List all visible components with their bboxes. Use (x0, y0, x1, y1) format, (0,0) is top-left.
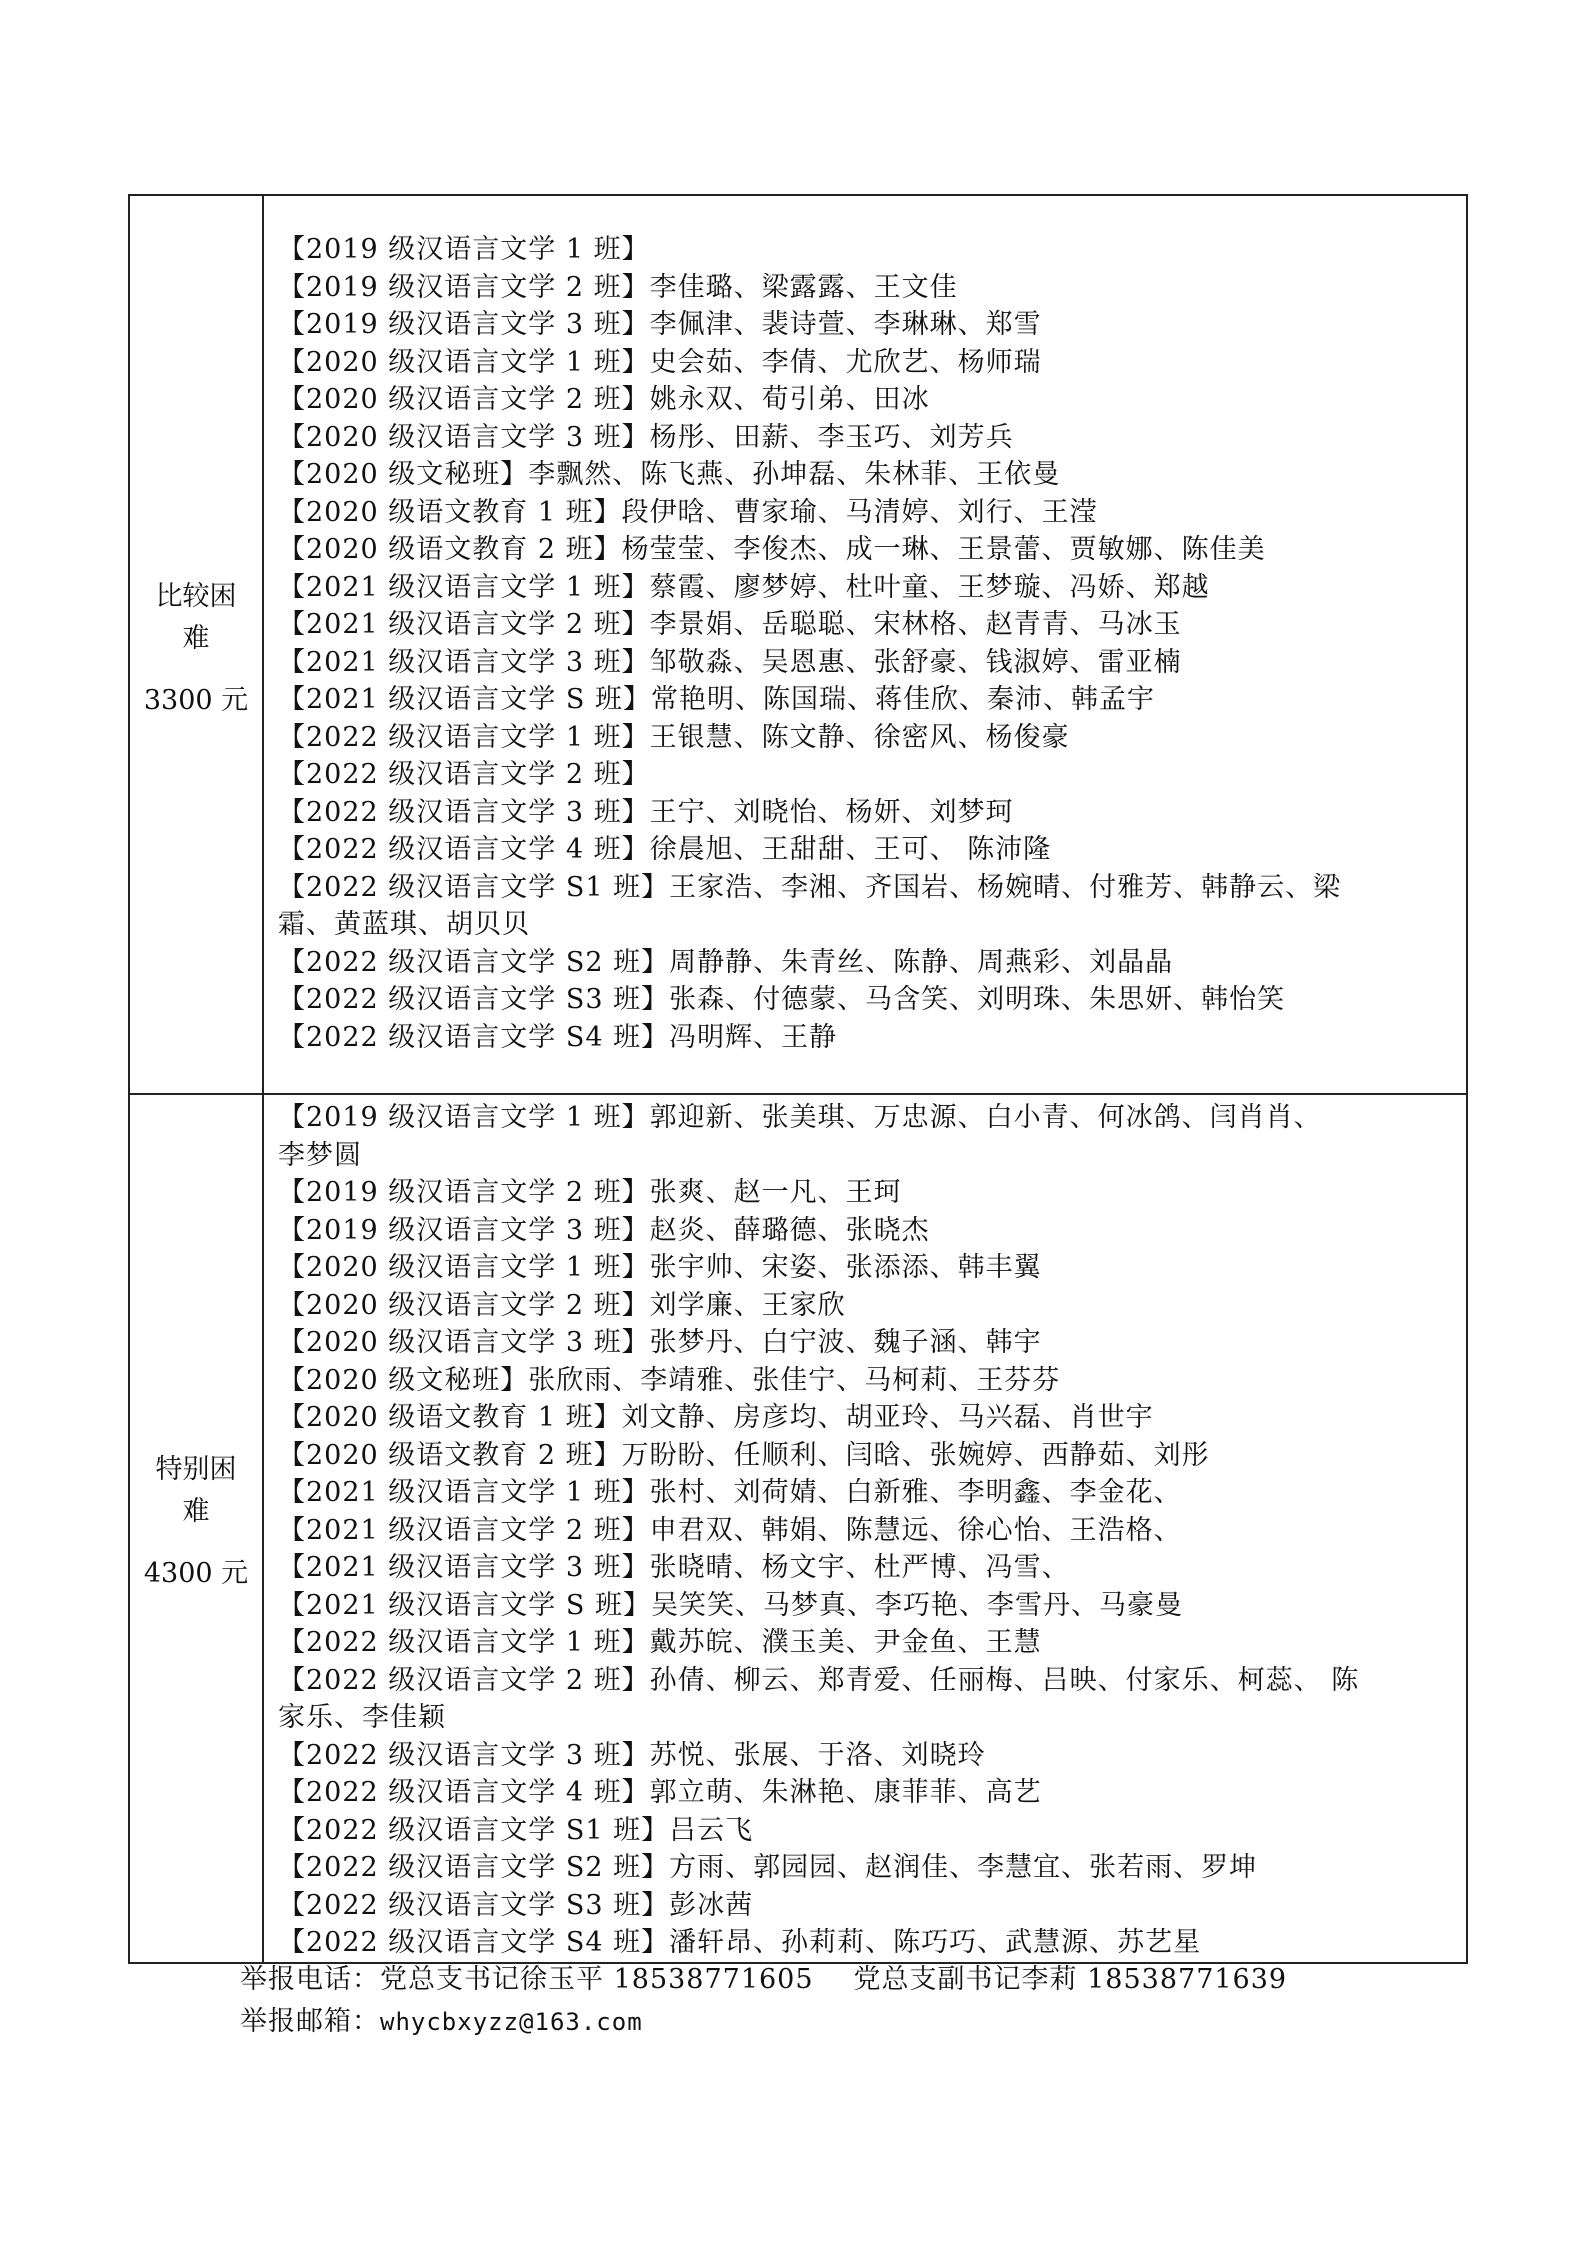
class-entry-line: 【2020 级汉语言文学 1 班】张宇帅、宋姿、张添添、韩丰翼 (278, 1252, 1042, 1283)
class-entry-line: 【2020 级汉语言文学 2 班】姚永双、荀引弟、田冰 (278, 384, 930, 415)
class-entry-line: 【2021 级汉语言文学 S 班】常艳明、陈国瑞、蒋佳欣、秦沛、韩孟宇 (278, 684, 1155, 715)
category-label-line: 比较困 (155, 581, 237, 612)
class-entry-line: 【2022 级汉语言文学 S1 班】吕云飞 (278, 1814, 754, 1846)
class-entry-line: 【2021 级汉语言文学 3 班】张晓晴、杨文宇、杜严博、冯雪、 (278, 1552, 1070, 1583)
class-entry-line: 【2022 级汉语言文学 3 班】王宁、刘晓怡、杨妍、刘梦珂 (278, 796, 1014, 828)
report-email-label: 举报邮箱： (240, 2006, 380, 2037)
class-entry-line: 【2019 级汉语言文学 3 班】赵炎、薛璐德、张晓杰 (278, 1214, 930, 1246)
class-entry-line: 【2020 级语文教育 1 班】刘文静、房彦均、胡亚玲、马兴磊、肖世宇 (278, 1402, 1154, 1433)
class-entry-line: 【2019 级汉语言文学 2 班】张爽、赵一凡、王珂 (278, 1177, 902, 1208)
report-contact-deputy: 党总支副书记李莉 18538771639 (853, 1964, 1288, 1995)
student-list (264, 196, 1466, 1056)
report-phone-label: 举报电话： (240, 1964, 380, 1995)
class-entry-line: 家乐、李佳颖 (278, 1702, 446, 1733)
class-entry-line: 【2022 级汉语言文学 S3 班】彭冰茜 (278, 1889, 754, 1921)
class-entry-line: 霜、黄蓝琪、胡贝贝 (278, 909, 530, 940)
category-cell (129, 1094, 263, 1963)
class-entry-line: 【2021 级汉语言文学 S 班】吴笑笑、马梦真、李巧艳、李雪丹、马豪曼 (278, 1589, 1183, 1621)
student-list-cell (263, 1094, 1467, 1963)
class-entry-line: 【2019 级汉语言文学 1 班】郭迎新、张美琪、万忠源、白小青、何冰鸽、闫肖肖、 (278, 1102, 1322, 1133)
class-entry-line: 【2022 级汉语言文学 S4 班】潘轩昂、孙莉莉、陈巧巧、武慧源、苏艺星 (278, 1927, 1202, 1958)
class-entry-line: 【2019 级汉语言文学 3 班】李佩津、裴诗萱、李琳琳、郑雪 (278, 309, 1042, 340)
student-list-cell (263, 195, 1467, 1094)
class-entry-line: 【2022 级汉语言文学 S4 班】冯明辉、王静 (278, 1021, 838, 1053)
class-entry-line: 【2022 级汉语言文学 3 班】苏悦、张展、于洛、刘晓玲 (278, 1739, 986, 1771)
class-entry-line: 【2022 级汉语言文学 2 班】孙倩、柳云、郑青爱、任丽梅、吕映、付家乐、柯蕊、 陈 (278, 1664, 1360, 1696)
class-entry-line: 【2021 级汉语言文学 2 班】李景娟、岳聪聪、宋林格、赵青青、马冰玉 (278, 609, 1182, 640)
class-entry-line: 【2022 级汉语言文学 S1 班】王家浩、李湘、齐国岩、杨婉晴、付雅芳、韩静云、梁 (278, 871, 1342, 903)
class-entry-line: 【2020 级汉语言文学 3 班】张梦丹、白宁波、魏子涵、韩宇 (278, 1327, 1042, 1358)
class-entry-line: 【2020 级汉语言文学 2 班】刘学廉、王家欣 (278, 1289, 846, 1321)
class-entry-line: 【2021 级汉语言文学 1 班】张村、刘荷婧、白新雅、李明鑫、李金花、 (278, 1477, 1182, 1508)
report-email[interactable]: whycbxyzz@163.com (380, 2008, 643, 2036)
report-phone-line (240, 1962, 1287, 1998)
class-entry-line: 【2022 级汉语言文学 S2 班】周静静、朱青丝、陈静、周燕彩、刘晶晶 (278, 946, 1174, 978)
class-entry-line: 【2022 级汉语言文学 S3 班】张森、付德蒙、马含笑、刘明珠、朱思妍、韩怡笑 (278, 984, 1286, 1015)
class-entry-line: 【2020 级文秘班】李飘然、陈飞燕、孙坤磊、朱林菲、王依曼 (278, 459, 1061, 490)
class-entry-line: 【2022 级汉语言文学 1 班】戴苏皖、濮玉美、尹金鱼、王慧 (278, 1627, 1042, 1658)
class-entry-line: 李梦圆 (278, 1139, 362, 1171)
class-entry-line: 【2022 级汉语言文学 1 班】王银慧、陈文静、徐密风、杨俊豪 (278, 721, 1070, 753)
class-entry-line: 【2020 级文秘班】张欣雨、李靖雅、张佳宁、马柯莉、王芬芬 (278, 1364, 1061, 1396)
class-entry-line: 【2022 级汉语言文学 2 班】 (278, 759, 650, 790)
class-entry-line: 【2020 级语文教育 2 班】杨莹莹、李俊杰、成一琳、王景蕾、贾敏娜、陈佳美 (278, 534, 1266, 565)
category-label-line: 难 (182, 623, 210, 654)
class-entry-line: 【2020 级语文教育 1 班】段伊晗、曹家瑜、马清婷、刘行、王滢 (278, 496, 1098, 528)
class-entry-line: 【2020 级汉语言文学 1 班】史会茹、李倩、尤欣艺、杨师瑞 (278, 346, 1042, 378)
class-entry-line: 【2021 级汉语言文学 1 班】蔡霞、廖梦婷、杜叶童、王梦璇、冯娇、郑越 (278, 571, 1210, 603)
class-entry-line: 【2019 级汉语言文学 2 班】李佳璐、梁露露、王文佳 (278, 271, 958, 303)
category-cell (129, 195, 263, 1094)
section-row-especially-difficult (129, 1094, 1467, 1963)
class-entry-line: 【2020 级语文教育 2 班】万盼盼、任顺利、闫晗、张婉婷、西静茹、刘彤 (278, 1439, 1210, 1471)
student-list (264, 1095, 1466, 1962)
report-contact-secretary: 党总支书记徐玉平 18538771605 (380, 1964, 814, 1995)
class-entry-line: 【2021 级汉语言文学 2 班】申君双、韩娟、陈慧远、徐心怡、王浩格、 (278, 1514, 1182, 1546)
class-entry-line: 【2022 级汉语言文学 4 班】徐晨旭、王甜甜、王可、 陈沛隆 (278, 834, 1052, 865)
section-row-relatively-difficult (129, 195, 1467, 1094)
category-label-line: 特别困 (155, 1454, 237, 1485)
category-label-line: 难 (182, 1496, 210, 1527)
category-amount: 4300 元 (143, 1558, 249, 1589)
class-entry-line: 【2021 级汉语言文学 3 班】邹敬淼、吴恩惠、张舒豪、钱淑婷、雷亚楠 (278, 646, 1182, 678)
class-entry-line: 【2020 级汉语言文学 3 班】杨彤、田薪、李玉巧、刘芳兵 (278, 421, 1014, 453)
class-entry-line: 【2022 级汉语言文学 S2 班】方雨、郭园园、赵润佳、李慧宜、张若雨、罗坤 (278, 1852, 1258, 1883)
class-entry-line: 【2022 级汉语言文学 4 班】郭立萌、朱淋艳、康菲菲、高艺 (278, 1777, 1042, 1808)
class-entry-line: 【2019 级汉语言文学 1 班】 (278, 234, 650, 265)
category-amount: 3300 元 (143, 685, 249, 716)
report-email-line (240, 2004, 643, 2040)
subsidy-table (128, 194, 1468, 1964)
